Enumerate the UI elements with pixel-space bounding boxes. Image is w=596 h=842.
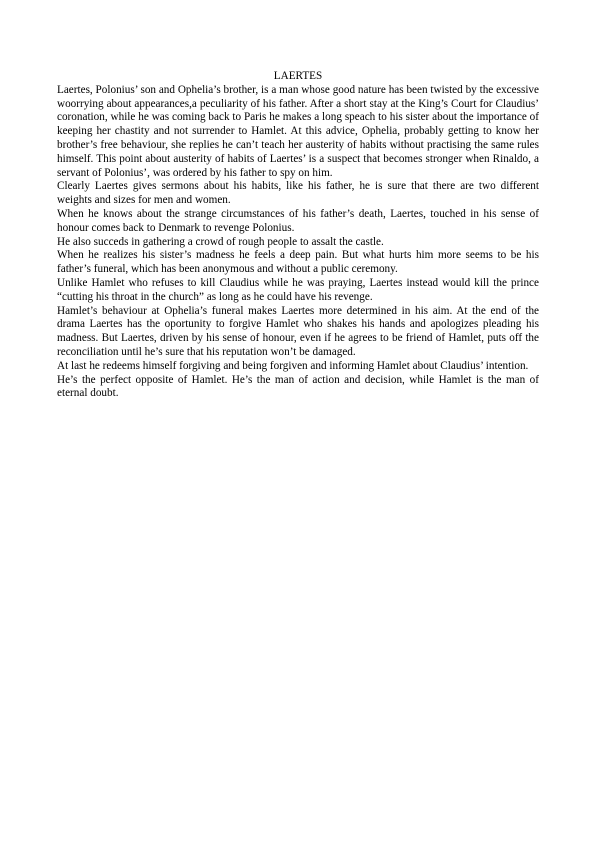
paragraph-opposite: He’s the perfect opposite of Hamlet. He’s the man of action and decision, while Hamlet is the man of eternal doubt.	[57, 373, 539, 400]
paragraph-fathers-death: When he knows about the strange circumstances of his father’s death, Laertes, touched in his sense of honour comes back to Denmark to revenge Polonius.	[57, 207, 539, 234]
paragraph-sermons: Clearly Laertes gives sermons about his habits, like his father, he is sure that there are two different weights and sizes for men and women.	[57, 180, 539, 207]
paragraph-crowd: He also succeds in gathering a crowd of rough people to assalt the castle.	[57, 235, 384, 248]
paragraph-sisters-madness: When he realizes his sister’s madness he feels a deep pain. But what hurts him more seems to be his father’s funeral, which has been anonymous and without a public ceremony.	[57, 249, 539, 276]
document-title: LAERTES	[273, 70, 323, 82]
paragraph-funeral: Hamlet’s behaviour at Ophelia’s funeral makes Laertes more determined in his aim. At the end of the drama Laertes has the oportunity to forgive Hamlet who shakes his hands and apologizes pleading his madness. But Laertes, driven by his sense of honour, even if he agrees to be friend of Hamlet, puts off the reconciliation until he’s sure that his reputation won’t be damaged.	[57, 304, 539, 358]
paragraph-intro: Laertes, Polonius’ son and Ophelia’s brother, is a man whose good nature has been twisted by the excessive woorrying about appearances,a peculiarity of his father. After a short stay at the King’s Court for Claudius’ coronation, while he was coming back to Paris he makes a long speach to his sister about the importance of keeping her chastity and not surrender to Hamlet. At this advice, Ophelia, probably getting to know her brother’s free behaviour, she replies he can’t teach her austerity of habits without practising the same rules himself. This point about austerity of habits of Laertes’ is a suspect that becomes stronger when Rinaldo, a servant of Polonius’, was ordered by his father to spy on him.	[57, 83, 539, 179]
document-page	[57, 70, 539, 401]
paragraph-unlike-hamlet: Unlike Hamlet who refuses to kill Claudius while he was praying, Laertes instead would kill the prince “cutting his throat in the church” as long as he could have his revenge.	[57, 276, 539, 303]
paragraph-redemption: At last he redeems himself forgiving and being forgiven and informing Hamlet about Claudius’ intention.	[57, 359, 529, 372]
